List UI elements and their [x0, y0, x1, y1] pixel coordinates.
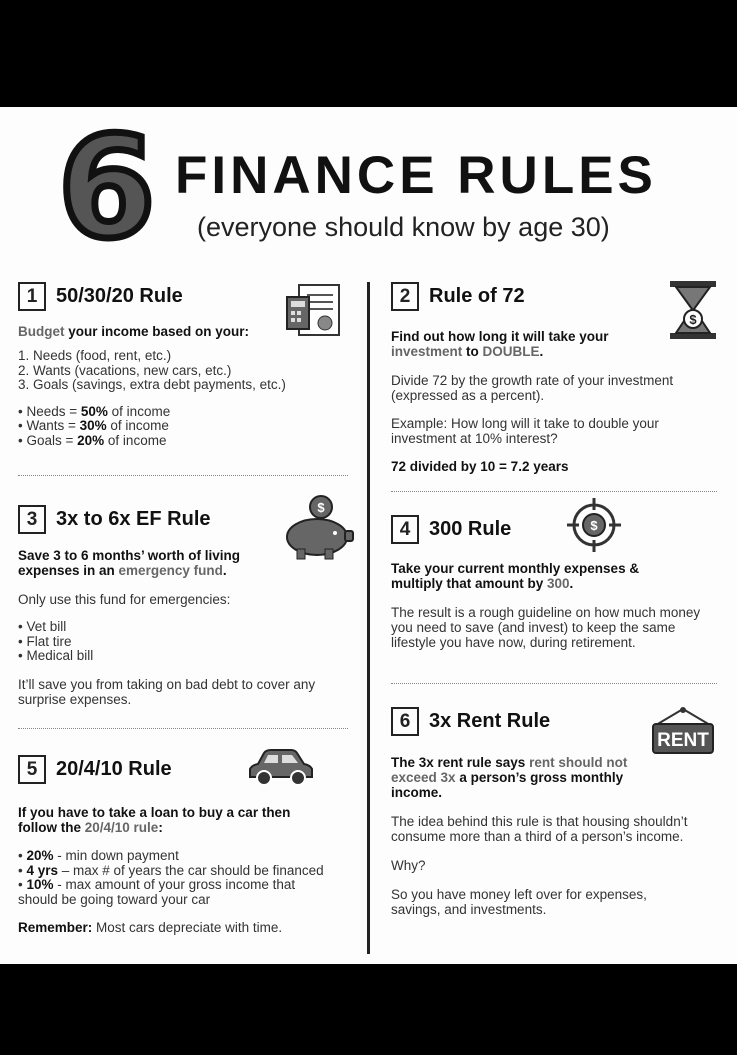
pct-label: • Wants =: [18, 418, 80, 433]
rule-2-intro-highlight: investment: [391, 344, 463, 359]
rule-3-paragraph: Only use this fund for emergencies:: [18, 592, 231, 607]
rule-4-intro-end: .: [569, 576, 574, 591]
rent-sign-icon: [650, 707, 716, 755]
rule-5-title: 20/4/10 Rule: [56, 758, 172, 780]
calculator-document-icon: [285, 279, 347, 339]
section-divider: [391, 491, 717, 492]
rule-1-intro-highlight: Budget: [18, 324, 65, 339]
svg-text:$: $: [590, 518, 598, 533]
rule-2-title: Rule of 72: [429, 285, 525, 307]
section-divider: [18, 475, 348, 476]
rule-3-list-item: • Vet bill: [18, 619, 67, 634]
rule-5-section: 5 20/4/10 Rule If you have to take a loan to buy a car then follow the 20/4/10 rule: • 20% - min down payment • 4 yrs – max # of years the car should be financed • 10% - max amount of your gross income that should be going toward your car Remember: Most cars depreciate with time.: [18, 755, 358, 935]
rule-6-answer: So you have money left over for expenses, savings, and investments.: [391, 887, 647, 917]
rule-2-result: 72 divided by 10 = 7.2 years: [391, 459, 569, 474]
svg-text:RENT: RENT: [657, 730, 709, 751]
pct-suffix: of income: [107, 403, 171, 419]
rule-2-intro-join: to: [462, 344, 483, 359]
rule-5-item-value: 4 yrs: [26, 862, 59, 878]
remember-label: Remember:: [18, 920, 93, 935]
rule-2-paragraph: Divide 72 by the growth rate of your investment (expressed as a percent).: [391, 373, 674, 403]
rule-4-section: [391, 515, 721, 650]
rule-3-intro-highlight: emergency fund: [118, 563, 223, 578]
car-icon: [244, 747, 316, 789]
rule-6-title: 3x Rent Rule: [429, 710, 551, 732]
rule-3-intro-end: .: [222, 563, 227, 578]
rule-5-item-value: 20%: [26, 848, 54, 863]
rule-3-list-item: • Flat tire: [18, 633, 72, 649]
rule-1-number: 1: [18, 282, 46, 311]
rule-2-intro-highlight-2: DOUBLE: [482, 344, 540, 359]
pct-suffix: of income: [104, 432, 167, 448]
page-title: FINANCE RULES: [175, 146, 657, 205]
rule-6-intro: The 3x rent rule says: [391, 755, 530, 770]
rule-1-list-item: 2. Wants (vacations, new cars, etc.): [18, 362, 232, 378]
rule-2-example: Example: How long will it take to double your investment at 10% interest?: [391, 416, 659, 446]
rule-4-paragraph: The result is a rough guideline on how much money you need to save (and invest) to keep the same lifestyle you have now, during retirement.: [391, 605, 701, 650]
rule-3-number: 3: [18, 505, 46, 534]
rule-6-intro-end: a person’s gross monthly income.: [391, 770, 624, 800]
rule-1-title: 50/30/20 Rule: [56, 285, 183, 307]
section-divider: [391, 683, 717, 684]
svg-text:$: $: [689, 312, 697, 327]
rule-2-intro: Find out how long it will take your: [391, 329, 609, 344]
rule-5-item-text: - min down payment: [53, 848, 179, 863]
pct-suffix: of income: [106, 418, 169, 433]
big-six-number: 6: [58, 107, 156, 270]
svg-text:$: $: [317, 500, 325, 515]
target-dollar-icon: [566, 497, 622, 553]
rule-5-item-text: – max # of years the car should be financed: [58, 862, 324, 878]
rule-1-list-item: 1. Needs (food, rent, etc.): [18, 348, 172, 363]
piggy-bank-icon: [281, 493, 355, 561]
rule-4-intro-highlight: 300: [547, 576, 570, 591]
rule-5-intro: If you have to take a loan to buy a car then follow the: [18, 805, 291, 835]
rule-3-title: 3x to 6x EF Rule: [56, 508, 211, 530]
rule-5-item-value: 10%: [26, 877, 54, 892]
rule-5-intro-end: :: [158, 820, 163, 835]
hourglass-dollar-icon: [668, 279, 718, 341]
rule-4-number: 4: [391, 515, 419, 544]
pct-value: 30%: [79, 418, 107, 433]
rule-6-question: Why?: [391, 858, 426, 873]
section-divider: [18, 728, 348, 729]
rule-1-list-item: 3. Goals (savings, extra debt payments, etc.): [18, 377, 286, 392]
column-divider: [367, 282, 370, 954]
rule-2-intro-end: .: [539, 344, 544, 359]
pct-value: 50%: [80, 403, 108, 419]
rule-3-intro: Save 3 to 6 months’ worth of living expenses in an: [18, 548, 241, 578]
infographic-sheet: [0, 107, 737, 964]
page-subtitle: (everyone should know by age 30): [197, 212, 610, 242]
rule-3-closing: It’ll save you from taking on bad debt to cover any surprise expenses.: [18, 676, 316, 707]
rule-4-intro: Take your current monthly expenses & multiply that amount by: [391, 561, 640, 591]
rule-3-list-item: • Medical bill: [18, 648, 94, 663]
rule-5-intro-highlight: 20/4/10 rule: [84, 820, 159, 835]
rule-2-number: 2: [391, 282, 419, 311]
rule-6-paragraph: The idea behind this rule is that housing shouldn’t consume more than a third of a person’s income.: [391, 814, 688, 844]
pct-label: • Needs =: [18, 403, 81, 419]
remember-text: Most cars depreciate with time.: [92, 920, 283, 935]
rule-1-intro: your income based on your:: [64, 324, 250, 339]
rule-4-title: 300 Rule: [429, 518, 512, 540]
rule-5-number: 5: [18, 755, 46, 784]
rule-5-item-text: - max amount of your gross income that should be going toward your car: [18, 877, 296, 907]
rule-6-number: 6: [391, 707, 419, 736]
pct-label: • Goals =: [18, 432, 78, 448]
pct-value: 20%: [77, 432, 105, 448]
rule-6-intro-highlight: rent should not exceed 3x: [391, 755, 628, 785]
